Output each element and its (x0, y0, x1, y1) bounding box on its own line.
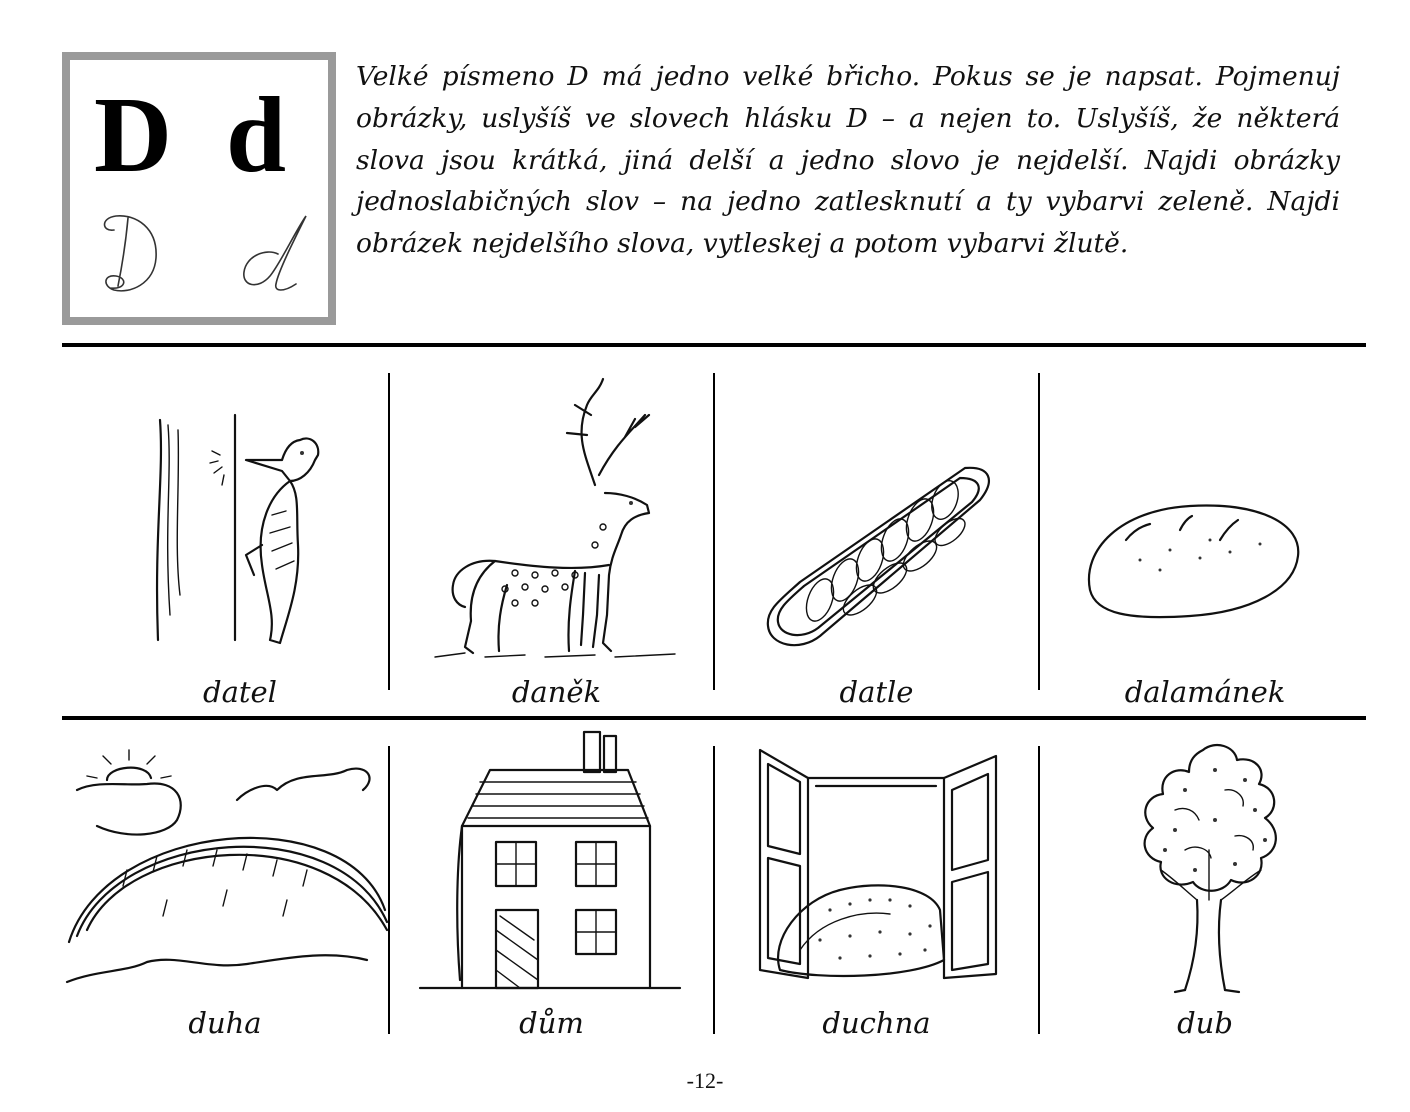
picture-card-datle (715, 360, 1038, 710)
word-label: datle (839, 675, 914, 709)
picture-card-danek (400, 360, 713, 710)
picture-card-dalamanek (1040, 360, 1370, 710)
woodpecker-icon (150, 415, 340, 645)
dates-tray-icon (760, 460, 1000, 650)
print-uppercase-d: D (94, 76, 172, 195)
picture-card-datel (80, 360, 400, 710)
fallow-deer-icon (435, 375, 685, 660)
picture-card-dub (1040, 740, 1370, 1040)
word-label: duchna (822, 1006, 931, 1040)
duvet-window-icon (760, 750, 1005, 980)
rainbow-icon (67, 750, 387, 985)
top-divider-line (62, 343, 1366, 347)
picture-card-duha (62, 740, 388, 1040)
word-label: dům (519, 1006, 584, 1040)
word-label: daněk (511, 675, 602, 709)
letter-box (62, 52, 336, 325)
word-label: datel (203, 675, 277, 709)
instructions-text: Velké písmeno D má jedno velké břicho. Pokus se je napsat. Pojmenuj obrázky, uslyšíš ve slovech hlásku D – a nejen to. Uslyšíš, že některá slova jsou krátká, jiná delší a jedno slovo je nejdelší. Najdi obrázky jednoslabičných slov – na jedno zatlesknutí a ty vybarvi zeleně. Najdi obrázek nejdelšího slova, vytleskej a potom vybarvi žlutě. (356, 61, 1340, 260)
word-label: dub (1177, 1006, 1233, 1040)
page-number: -12- (686, 1068, 724, 1093)
cursive-letters-icon (100, 210, 320, 305)
oak-tree-icon (1115, 740, 1315, 995)
middle-divider-line (62, 716, 1366, 720)
print-lowercase-d: d (226, 76, 287, 195)
word-label: dalamánek (1124, 675, 1286, 709)
picture-card-dum (390, 725, 713, 1040)
house-icon (420, 730, 680, 995)
picture-card-duchna (715, 740, 1038, 1040)
word-label: duha (188, 1006, 262, 1040)
bread-roll-icon (1080, 500, 1305, 625)
